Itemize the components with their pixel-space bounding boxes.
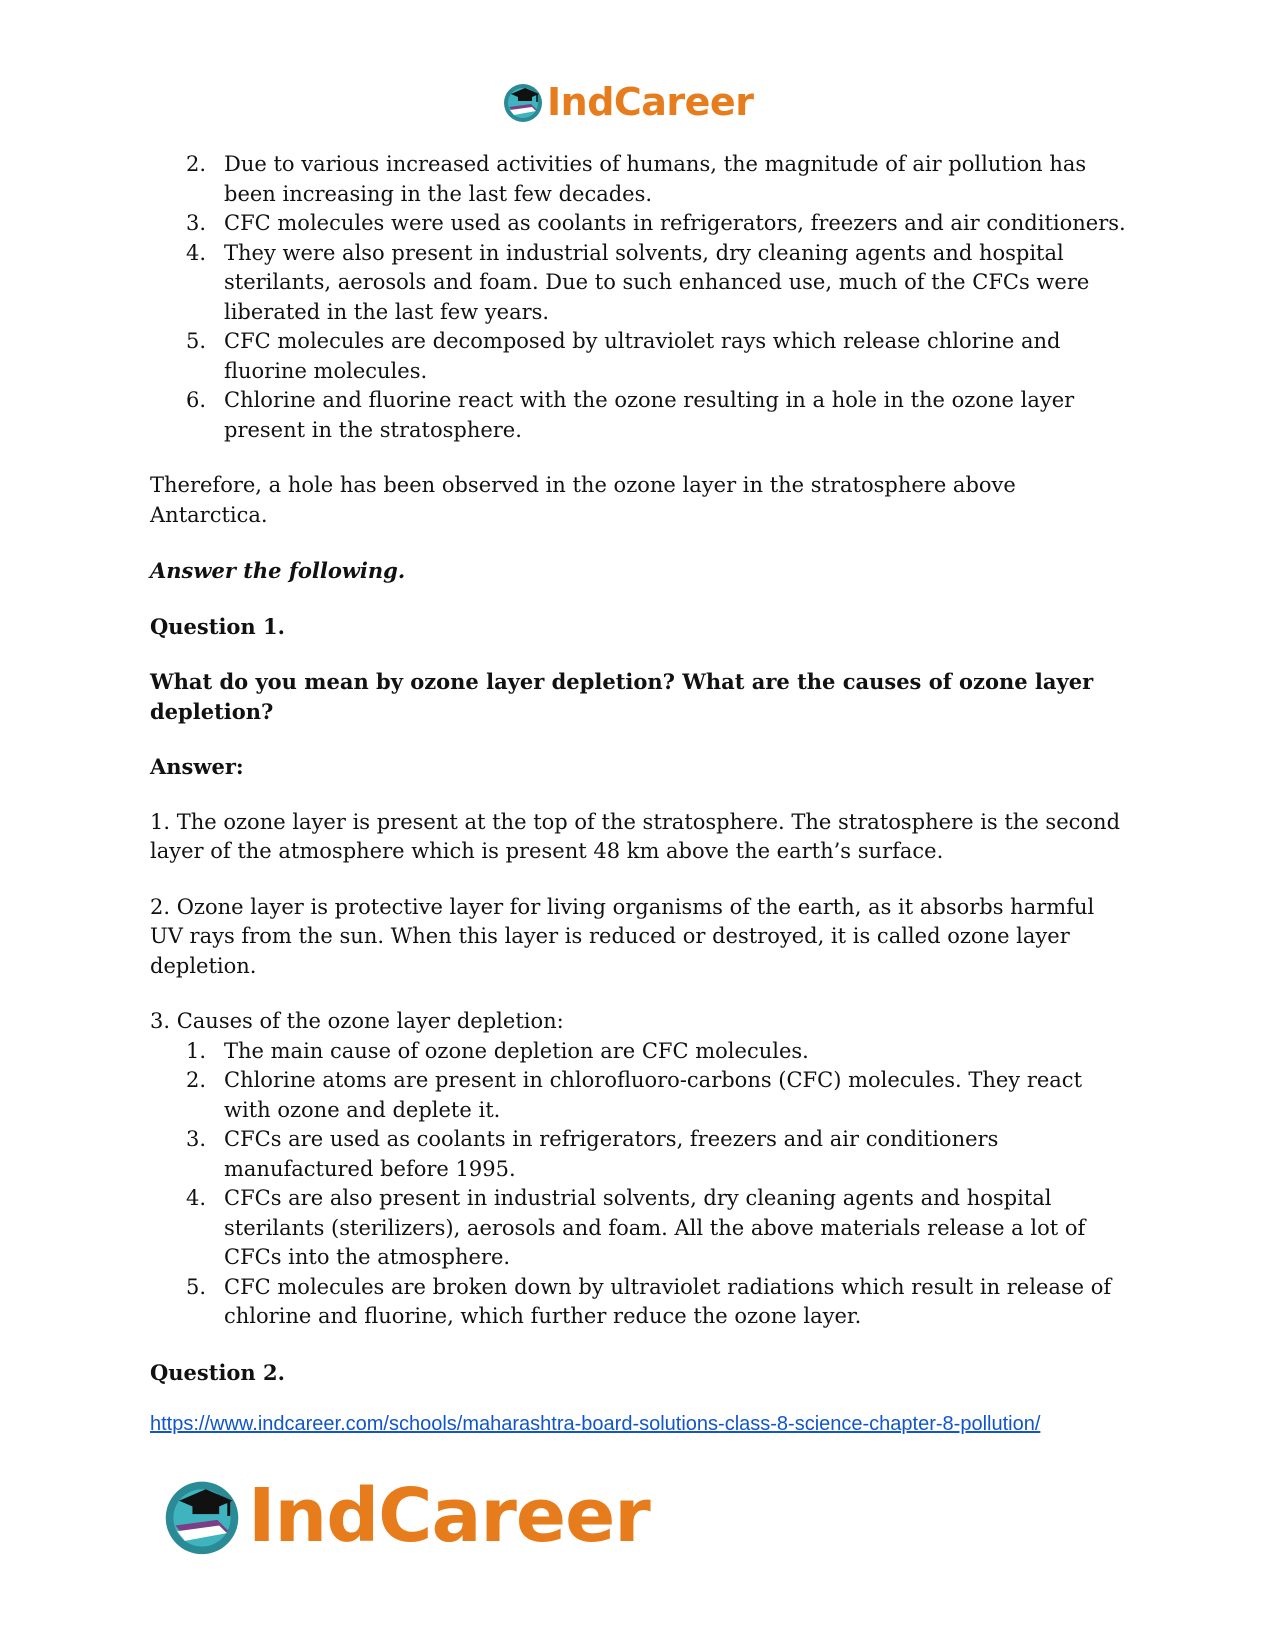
graduation-cap-book-globe-icon (160, 1474, 244, 1558)
list-item: 5. CFC molecules are decomposed by ultraviolet rays which release chlorine and fluorine molecules. (186, 329, 1061, 383)
main-content (150, 150, 1130, 1442)
causes-list (150, 1037, 1130, 1332)
answer-label: Answer: (150, 754, 244, 779)
intro-list (150, 150, 1130, 445)
section-heading: Answer the following. (150, 558, 406, 583)
header-logo[interactable] (501, 78, 753, 126)
list-item: 4. They were also present in industrial solvents, dry cleaning agents and hospital sterilants, aerosols and foam. Due to such enhanced use, much of the CFCs were liberated in the last few years. (186, 240, 1090, 324)
answer-paragraph-3: 3. Causes of the ozone layer depletion: (150, 1009, 564, 1033)
question-1-label: Question 1. (150, 613, 285, 639)
answer-paragraph-2: 2. Ozone layer is protective layer for living organisms of the earth, as it absorbs harmful UV rays from the sun. When this layer is reduced or destroyed, it is called ozone layer depletion. (150, 894, 1095, 978)
question-1-text: What do you mean by ozone layer depletion? What are the causes of ozone layer depletion? (150, 669, 1094, 724)
conclusion-paragraph: Therefore, a hole has been observed in the ozone layer in the stratosphere above Antarctica. (150, 473, 1016, 527)
answer-paragraph-1: 1. The ozone layer is present at the top of the stratosphere. The stratosphere is the second layer of the atmosphere which is present 48 km above the earth’s surface. (150, 809, 1121, 863)
list-item: 2. Chlorine atoms are present in chlorofluoro-carbons (CFC) molecules. They react with ozone and deplete it. (186, 1068, 1083, 1122)
list-item: 6. Chlorine and fluorine react with the ozone resulting in a hole in the ozone layer present in the stratosphere. (186, 388, 1075, 442)
list-item: 4. CFCs are also present in industrial solvents, dry cleaning agents and hospital sterilants (sterilizers), aerosols and foam. All the above materials release a lot of CFCs into the atmosphere. (186, 1186, 1086, 1269)
list-item: 5. CFC molecules are broken down by ultraviolet radiations which result in release of chlorine and fluorine, which further reduce the ozone layer. (186, 1274, 1112, 1328)
footer-logo[interactable] (160, 1470, 650, 1562)
list-item: 1. The main cause of ozone depletion are CFC molecules. (186, 1038, 809, 1063)
question-2-label: Question 2. (150, 1359, 285, 1385)
graduation-cap-book-globe-icon (501, 80, 545, 124)
list-item: 2. Due to various increased activities of humans, the magnitude of air pollution has been increasing in the last few decades. (186, 152, 1087, 206)
source-link[interactable]: https://www.indcareer.com/schools/maharashtra-board-solutions-class-8-science-chapter-8-pollution/ (150, 1413, 1041, 1435)
logo-text: IndCareer (547, 80, 754, 124)
list-item: 3. CFCs are used as coolants in refrigerators, freezers and air conditioners manufactured before 1995. (186, 1127, 999, 1181)
logo-text: IndCareer (248, 1473, 650, 1559)
list-item: 3. CFC molecules were used as coolants in refrigerators, freezers and air conditioners. (186, 211, 1126, 235)
